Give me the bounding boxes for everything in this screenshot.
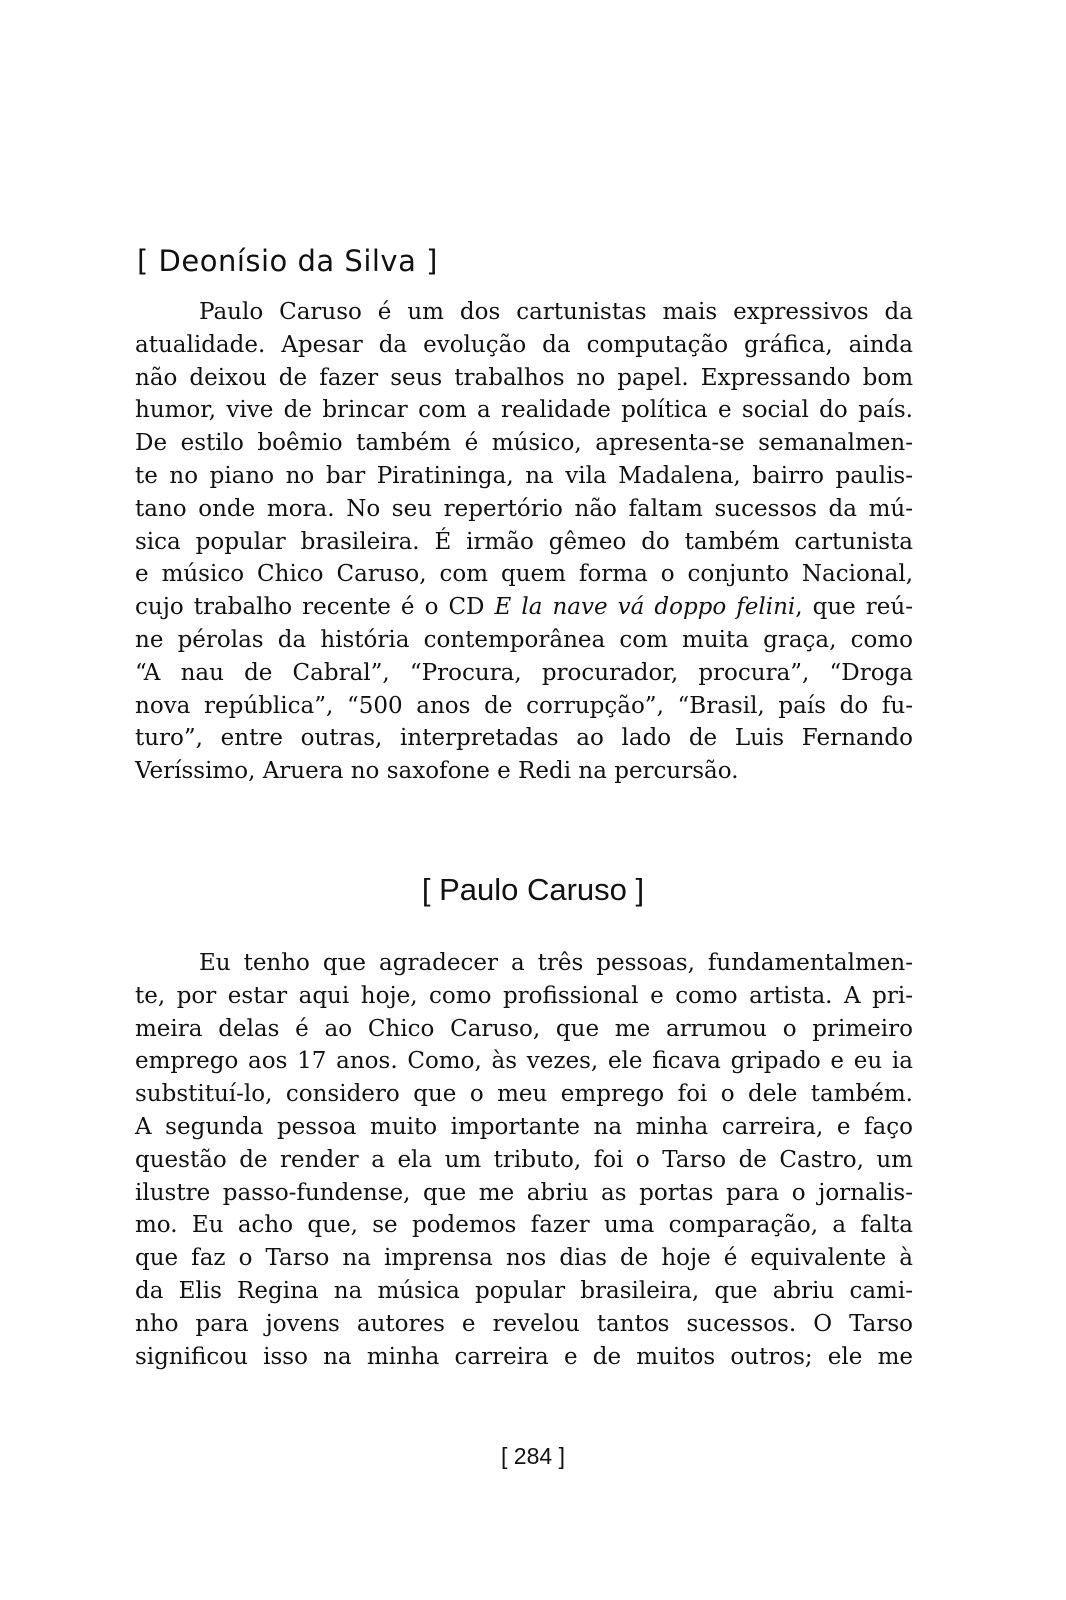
text-line: te, por estar aqui hoje, como profissional e como artista. A pri- xyxy=(135,982,913,1009)
text-line: Paulo Caruso é um dos cartunistas mais expressivos da xyxy=(199,299,913,325)
text-line: tano onde mora. No seu repertório não faltam sucessos da mú- xyxy=(135,495,913,522)
text-line: “A nau de Cabral”, “Procura, procurador, procura”, “Droga xyxy=(135,659,913,686)
text-line: emprego aos 17 anos. Como, às vezes, ele ficava gripado e eu ia xyxy=(135,1048,913,1075)
text-line: que faz o Tarso na imprensa nos dias de hoje é equivalente à xyxy=(135,1245,913,1272)
text-line: te no piano no bar Piratininga, na vila Madalena, bairro paulis- xyxy=(135,462,913,489)
section-heading-paulo-caruso: [ Paulo Caruso ] xyxy=(421,872,645,907)
text-line: ne pérolas da história contemporânea com muita graça, como xyxy=(135,626,913,653)
text-line: não deixou de fazer seus trabalhos no papel. Expressando bom xyxy=(135,364,913,391)
text-line: Eu tenho que agradecer a três pessoas, fundamentalmen- xyxy=(199,950,913,976)
paragraph-deonisio xyxy=(135,296,913,788)
text-line: e músico Chico Caruso, com quem forma o conjunto Nacional, xyxy=(135,561,913,588)
text-line: De estilo boêmio também é músico, apresenta-se semanalmen- xyxy=(135,430,913,457)
album-title: E la nave vá doppo felini xyxy=(494,594,796,621)
text-line: A segunda pessoa muito importante na minha carreira, e faço xyxy=(135,1113,913,1140)
text-line: nho para jovens autores e revelou tantos sucessos. O Tarso xyxy=(135,1310,913,1337)
text-line: da Elis Regina na música popular brasileira, que abriu cami- xyxy=(135,1277,913,1304)
text-line: atualidade. Apesar da evolução da computação gráfica, ainda xyxy=(135,331,913,358)
text-line: meira delas é ao Chico Caruso, que me arrumou o primeiro xyxy=(135,1015,913,1042)
text-line: turo”, entre outras, interpretadas ao lado de Luis Fernando xyxy=(135,725,913,752)
text-line: nova república”, “500 anos de corrupção”, “Brasil, país do fu- xyxy=(135,692,913,719)
text-line: substituí-lo, considero que o meu emprego foi o dele também. xyxy=(135,1081,913,1108)
text-line: ilustre passo-fundense, que me abriu as portas para o jornalis- xyxy=(135,1179,913,1206)
text-line: Veríssimo, Aruera no saxofone e Redi na percursão. xyxy=(135,758,739,785)
text-line: mo. Eu acho que, se podemos fazer uma comparação, a falta xyxy=(135,1212,913,1239)
paragraph-paulo-caruso xyxy=(135,947,913,1373)
section-heading-deonisio: [ Deonísio da Silva ] xyxy=(137,244,438,278)
text-line: significou isso na minha carreira e de muitos outros; ele me xyxy=(135,1343,913,1370)
text-fragment: , que reú- xyxy=(795,594,913,621)
text-fragment: cujo trabalho recente é o CD xyxy=(135,594,485,621)
text-line: sica popular brasileira. É irmão gêmeo do também cartunista xyxy=(135,528,913,555)
text-line xyxy=(135,591,913,624)
text-line: humor, vive de brincar com a realidade política e social do país. xyxy=(135,397,913,424)
text-line: questão de render a ela um tributo, foi o Tarso de Castro, um xyxy=(135,1146,913,1173)
page-number: [ 284 ] xyxy=(501,1443,565,1469)
